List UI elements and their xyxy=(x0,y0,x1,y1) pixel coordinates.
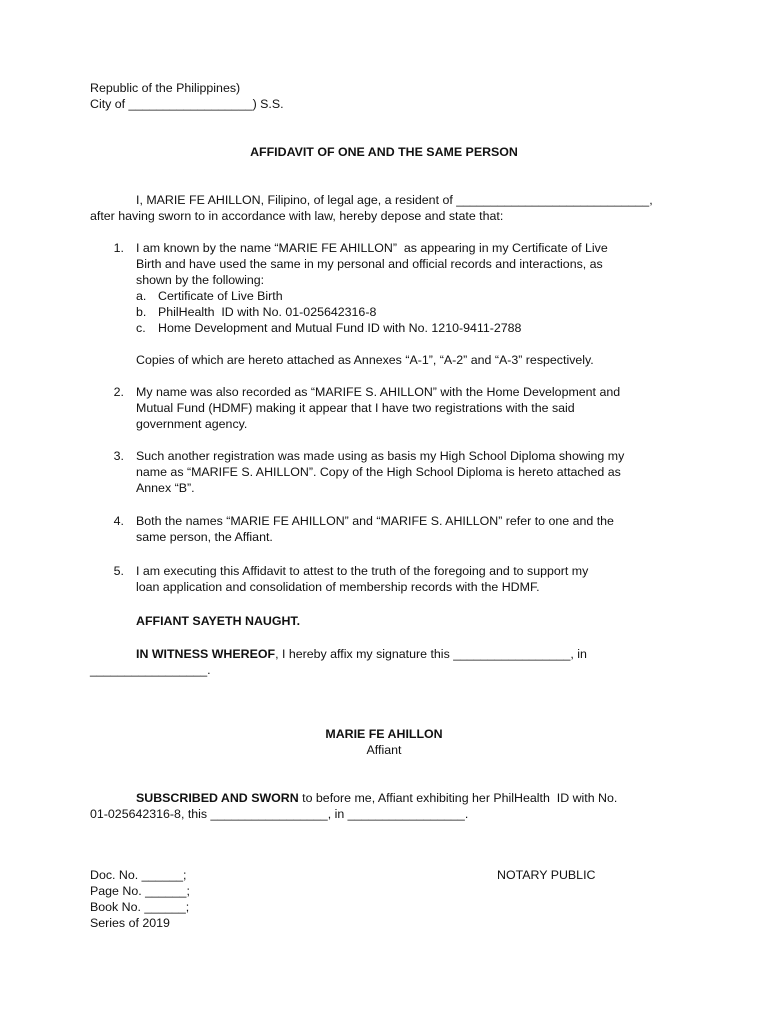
sub-item-letter: b. xyxy=(136,305,147,319)
sub-item-letter: c. xyxy=(136,321,146,335)
book-number: Book No. ______; xyxy=(90,900,190,914)
jurat-clause xyxy=(136,790,617,806)
jurat-line-2: 01-025642316-8, this _________________, in _________________. xyxy=(90,807,469,821)
sub-item-text: Certificate of Live Birth xyxy=(158,289,283,303)
intro-line-2: after having sworn to in accordance with law, hereby depose and state that: xyxy=(90,209,504,223)
item-line: Such another registration was made using as basis my High School Diploma showing my xyxy=(136,449,625,463)
item-line: loan application and consolidation of membership records with the HDMF. xyxy=(136,580,540,594)
item-number: 5. xyxy=(113,564,124,578)
jurat-rest: to before me, Affiant exhibiting her PhilHealth ID with No. xyxy=(298,791,618,805)
item-line: I am executing this Affidavit to attest to the truth of the foregoing and to support my xyxy=(136,564,589,578)
item-line: name as “MARIFE S. AHILLON”. Copy of the High School Diploma is hereto attached as xyxy=(136,465,621,479)
witness-bold: IN WITNESS WHEREOF xyxy=(136,647,276,661)
intro-line-1: I, MARIE FE AHILLON, Filipino, of legal age, a resident of ____________________________, xyxy=(136,193,653,207)
sub-item-text: Home Development and Mutual Fund ID with No. 1210-9411-2788 xyxy=(158,321,522,335)
doc-number: Doc. No. ______; xyxy=(90,868,187,882)
item-line: Both the names “MARIE FE AHILLON” and “MARIFE S. AHILLON” refer to one and the xyxy=(136,514,614,528)
series-year: Series of 2019 xyxy=(90,916,170,930)
page-number: Page No. ______; xyxy=(90,884,190,898)
item-line: government agency. xyxy=(136,417,248,431)
affiant-role: Affiant xyxy=(366,743,402,757)
document-title: AFFIDAVIT OF ONE AND THE SAME PERSON xyxy=(250,145,518,159)
witness-rest: , I hereby affix my signature this _________________, in xyxy=(275,647,587,661)
item-line: Annex “B”. xyxy=(136,481,195,495)
item-line: My name was also recorded as “MARIFE S. AHILLON” with the Home Development and xyxy=(136,385,621,399)
notary-public: NOTARY PUBLIC xyxy=(497,868,596,882)
sub-item-letter: a. xyxy=(136,289,147,303)
item-line: shown by the following: xyxy=(136,273,265,287)
sub-item-text: PhilHealth ID with No. 01-025642316-8 xyxy=(158,305,377,319)
item-line: Birth and have used the same in my personal and official records and interactions, as xyxy=(136,257,603,271)
header-city: City of __________________) S.S. xyxy=(90,97,284,111)
item-number: 1. xyxy=(113,241,124,255)
annex-note: Copies of which are hereto attached as Annexes “A-1”, “A-2” and “A-3” respectively. xyxy=(136,353,594,367)
affiant-sayeth-naught: AFFIANT SAYETH NAUGHT. xyxy=(136,614,301,628)
item-line: I am known by the name “MARIE FE AHILLON” as appearing in my Certificate of Live xyxy=(136,241,608,255)
item-number: 3. xyxy=(113,449,124,463)
item-line: same person, the Affiant. xyxy=(136,530,273,544)
witness-line-2: _________________. xyxy=(90,663,211,677)
header-republic: Republic of the Philippines) xyxy=(90,81,241,95)
witness-clause xyxy=(136,646,587,662)
jurat-bold: SUBSCRIBED AND SWORN xyxy=(136,791,299,805)
item-line: Mutual Fund (HDMF) making it appear that I have two registrations with the said xyxy=(136,401,575,415)
item-number: 2. xyxy=(113,385,124,399)
item-number: 4. xyxy=(113,514,124,528)
affiant-name: MARIE FE AHILLON xyxy=(325,727,443,741)
